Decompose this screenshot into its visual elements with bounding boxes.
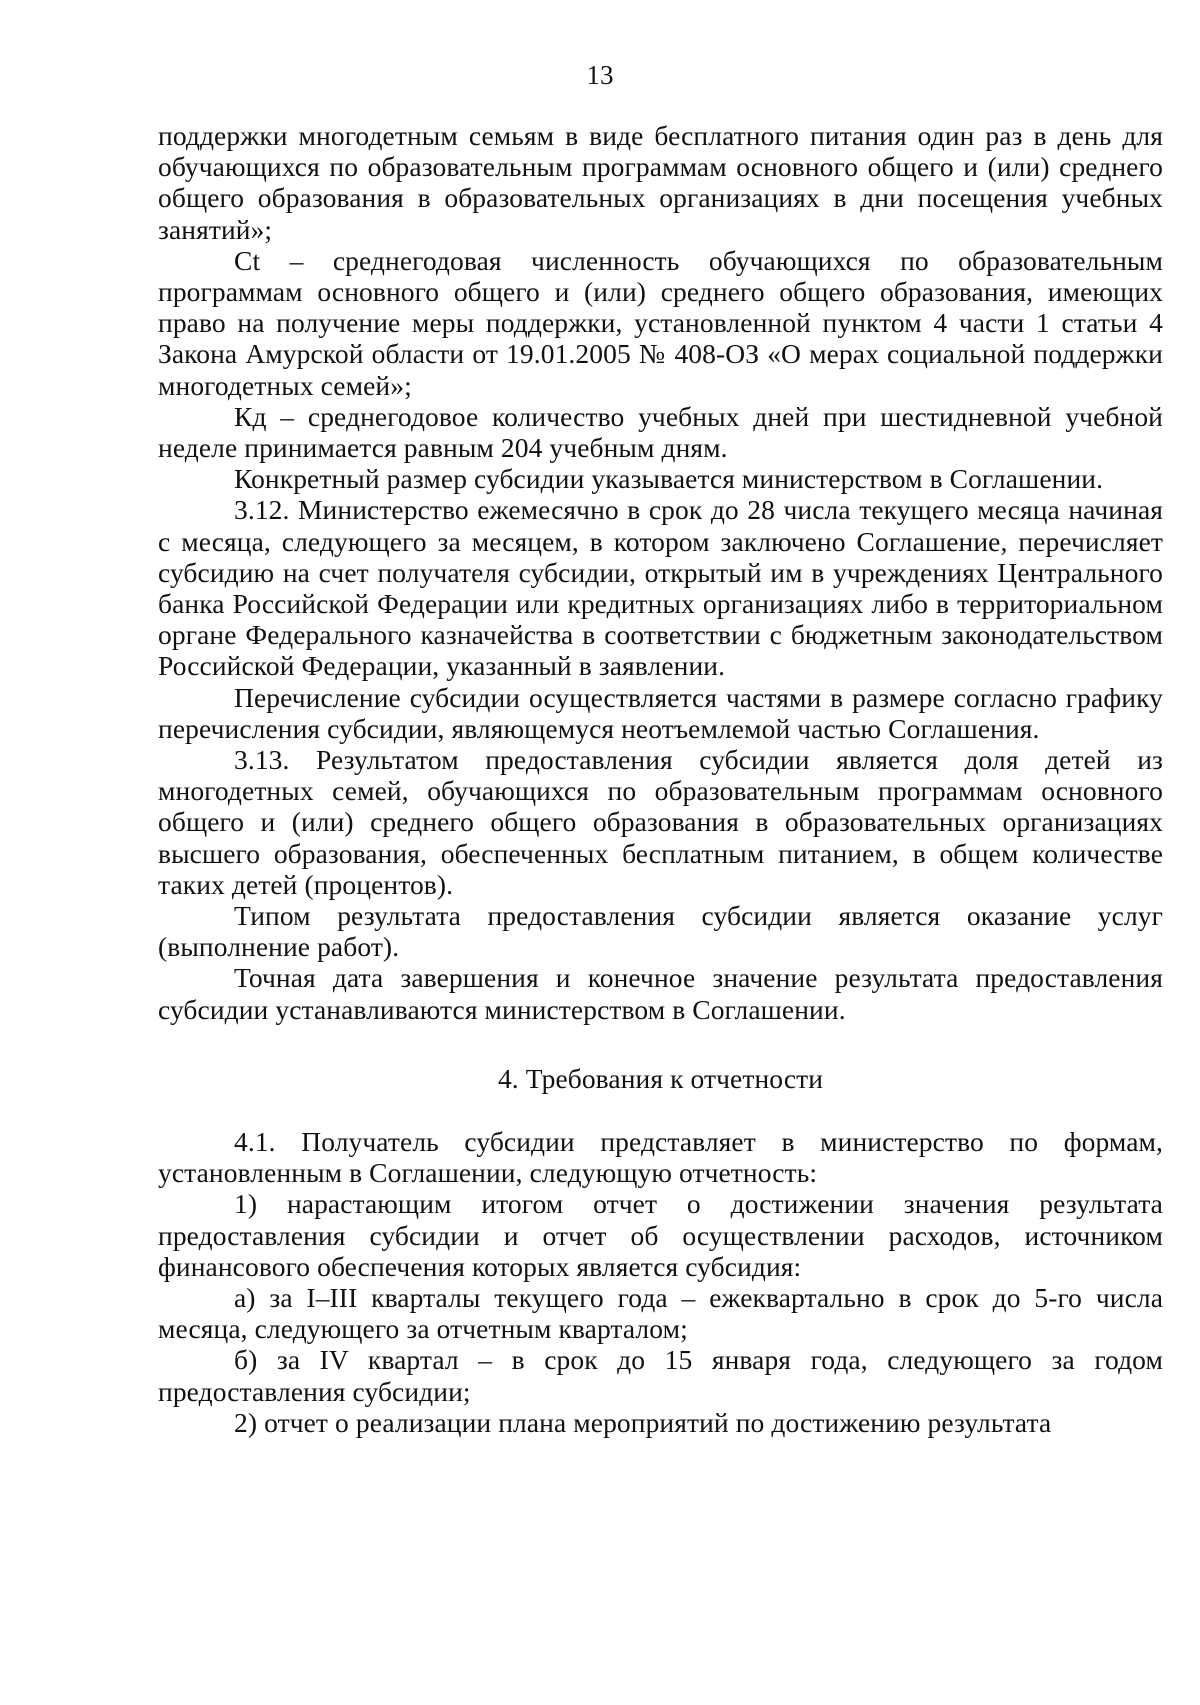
paragraph: 2) отчет о реализации плана мероприятий по достижению результата	[234, 1406, 1052, 1438]
paragraph: 3.13. Результатом предоставления субсидии является доля детей из многодетных семей, обучающихся по образовательным программам основного общего и (или) среднего общего образования в образовательных организациях высшего образования, обеспеченных бесплатным питанием, в общем количестве таких детей (процентов).	[158, 744, 1163, 900]
paragraph: а) за I–III кварталы текущего года – ежеквартально в срок до 5-го числа месяца, следующего за отчетным кварталом;	[158, 1281, 1163, 1345]
paragraphs-before-heading	[158, 120, 1163, 1025]
paragraph: 3.12. Министерство ежемесячно в срок до 28 числа текущего месяца начиная с месяца, следующего за месяцем, в котором заключено Соглашение, перечисляет субсидию на счет получателя субсидии, открытый им в учреждениях Центрального банка Российской Федерации или кредитных организациях либо в территориальном органе Федерального казначейства в соответствии с бюджетным законодательством Российской Федерации, указанный в заявлении.	[158, 494, 1163, 682]
paragraph: Перечисление субсидии осуществляется частями в размере согласно графику перечисления субсидии, являющемуся неотъемлемой частью Соглашения.	[158, 681, 1163, 744]
document-body	[158, 120, 1163, 1438]
paragraph: Точная дата завершения и конечное значение результата предоставления субсидии устанавливаются министерством в Соглашении.	[158, 962, 1163, 1025]
paragraph: Конкретный размер субсидии указывается министерством в Соглашении.	[234, 463, 1104, 495]
paragraphs-after-heading	[158, 1126, 1163, 1438]
section-heading: 4. Требования к отчетности	[497, 1062, 824, 1094]
paragraph: Ct – среднегодовая численность обучающихся по образовательным программам основного общего и (или) среднего общего образования, имеющих право на получение меры поддержки, установленной пунктом 4 части 1 статьи 4 Закона Амурской области от 19.01.2005 № 408-ОЗ «О мерах социальной поддержки многодетных семей»;	[158, 244, 1163, 401]
paragraph: 4.1. Получатель субсидии представляет в министерство по формам, установленным в Соглашении, следующую отчетность:	[158, 1125, 1163, 1189]
paragraph: б) за IV квартал – в срок до 15 января года, следующего за годом предоставления субсидии;	[158, 1344, 1163, 1407]
paragraph: Кд – среднегодовое количество учебных дней при шестидневной учебной неделе принимается равным 204 учебным дням.	[158, 400, 1163, 464]
paragraph: поддержки многодетным семьям в виде бесплатного питания один раз в день для обучающихся по образовательным программам основного общего и (или) среднего общего образования в образовательных организациях в дни посещения учебных занятий»;	[158, 120, 1163, 245]
paragraph: Типом результата предоставления субсидии является оказание услуг (выполнение работ).	[158, 900, 1163, 963]
page-number: 13	[586, 60, 614, 90]
paragraph: 1) нарастающим итогом отчет о достижении значения результата предоставления субсидии и отчет об осуществлении расходов, источником финансового обеспечения которых является субсидия:	[158, 1188, 1163, 1282]
